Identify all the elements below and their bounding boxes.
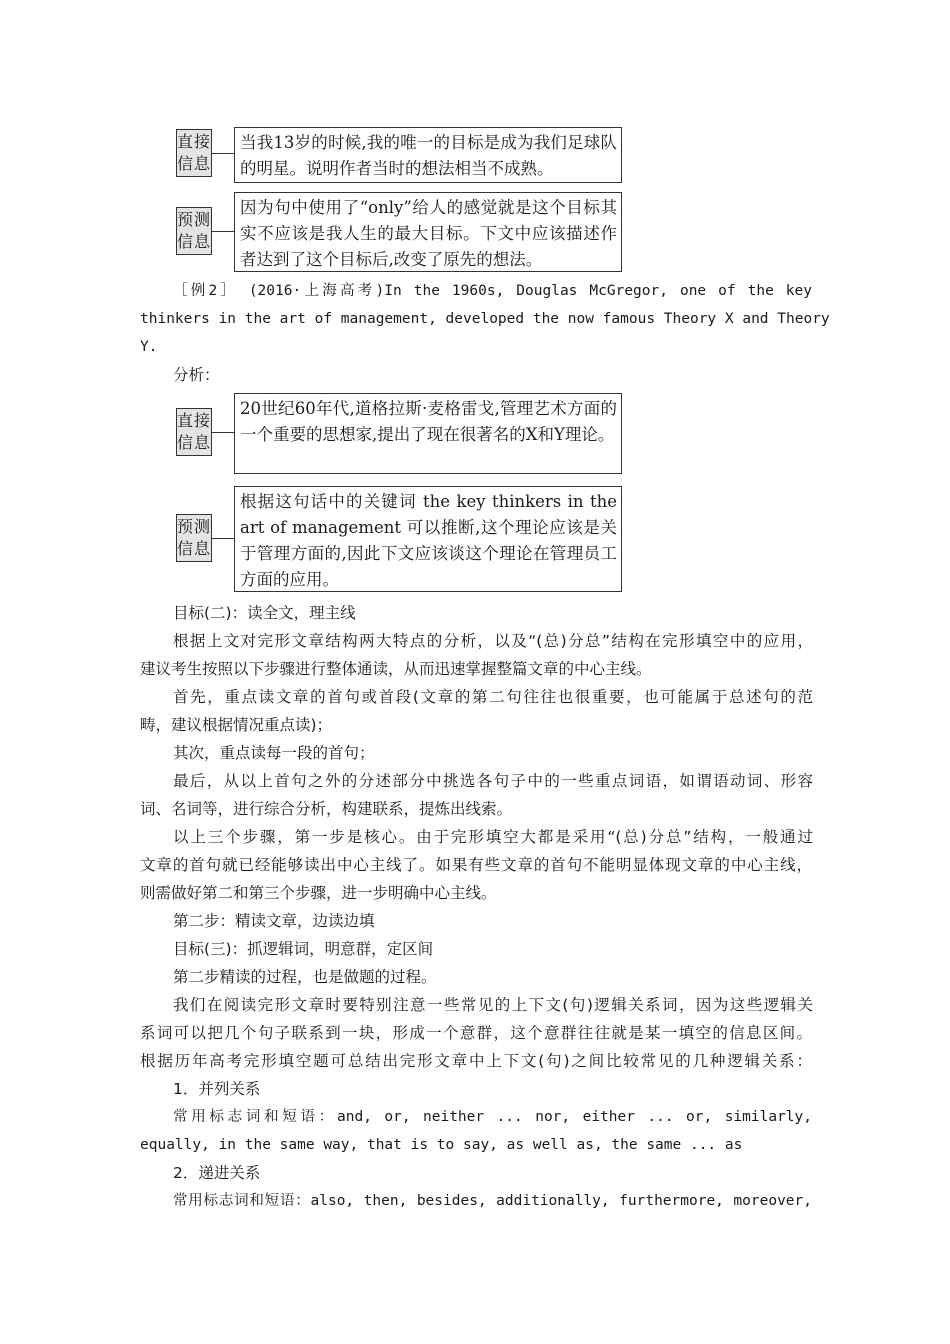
section-heading: 目标(三)：抓逻辑词，明意群，定区间 (173, 940, 434, 958)
paragraph-line: 系词可以把几个句子联系到一块，形成一个意群，这个意群往往就是某一填空的信息区间。 (140, 1024, 812, 1042)
tag-line: 信息 (177, 433, 212, 452)
section-heading: 目标(二)：读全文，理主线 (173, 604, 356, 622)
predict-info-tag (176, 514, 212, 562)
paragraph-line: 根据历年高考完形填空题可总结出完形文章中上下文(句)之间比较常见的几种逻辑关系： (140, 1052, 812, 1070)
tag-line: 预测 (177, 210, 212, 229)
direct-info-text: 20世纪60年代,道格拉斯·麦格雷戈,管理艺术方面的一个重要的思想家,提出了现在很著名的X和Y理论。 (240, 399, 617, 444)
paragraph-line: 我们在阅读完形文章时要特别注意一些常见的上下文(句)逻辑关系词，因为这些逻辑关 (173, 996, 813, 1014)
direct-info-tag (176, 408, 212, 456)
tag-line: 信息 (177, 232, 212, 251)
tag-line: 信息 (177, 154, 212, 173)
paragraph-line: 最后，从以上首句之外的分述部分中挑选各句子中的一些重点词语，如谓语动词、形容 (173, 772, 813, 790)
paragraph-line: 则需做好第二和第三个步骤，进一步明确中心主线。 (140, 884, 497, 902)
direct-info-box (234, 127, 622, 183)
connector-line (212, 538, 234, 539)
keyword-line: 常用标志词和短语：and, or, neither ... nor, either ... or, similarly, (173, 1109, 812, 1125)
keyword-line: equally, in the same way, that is to say, as well as, the same ... as (140, 1137, 743, 1153)
connector-line (212, 153, 234, 154)
example-line: thinkers in the art of management, developed the now famous Theory X and Theory (140, 311, 830, 327)
predict-info-tag (176, 207, 212, 255)
predict-info-text: 因为句中使用了“only”给人的感觉就是这个目标其实不应该是我人生的最大目标。下文中应该描述作者达到了这个目标后,改变了原先的想法。 (240, 198, 617, 269)
paragraph-line: 以上三个步骤，第一步是核心。由于完形填空大都是采用“(总)分总”结构，一般通过 (173, 828, 813, 846)
connector-line (212, 231, 234, 232)
paragraph-line: 首先，重点读文章的首句或首段(文章的第二句往往也很重要，也可能属于总述句的范 (173, 688, 813, 706)
tag-line: 信息 (177, 539, 212, 558)
analysis-label: 分析： (173, 366, 220, 384)
paragraph-line: 畴，建议根据情况重点读)； (140, 716, 333, 734)
tag-line: 直接 (177, 132, 212, 151)
section-heading: 第二步：精读文章，边读边填 (173, 912, 375, 930)
list-heading: 1．并列关系 (173, 1080, 261, 1098)
paragraph-line: 词、名词等，进行综合分析，构建联系，提炼出线索。 (140, 800, 513, 818)
predict-info-box (234, 192, 622, 272)
connector-line (212, 432, 234, 433)
predict-info-text: 根据这句话中的关键词 the key thinkers in the art of management 可以推断,这个理论应该是关于管理方面的,因此下文应该谈这个理论在管理员工方面的应用。 (240, 492, 617, 589)
direct-info-box (234, 393, 622, 474)
tag-line: 预测 (177, 517, 212, 536)
direct-info-tag (176, 129, 212, 177)
example-line: Y. (140, 339, 158, 355)
direct-info-text: 当我13岁的时候,我的唯一的目标是成为我们足球队的明星。说明作者当时的想法相当不成熟。 (240, 133, 617, 178)
predict-info-box (234, 486, 622, 592)
paragraph-line: 文章的首句就已经能够读出中心主线了。如果有些文章的首句不能明显体现文章的中心主线， (140, 856, 812, 874)
paragraph-line: 其次，重点读每一段的首句； (173, 744, 375, 762)
keyword-line: 常用标志词和短语：also, then, besides, additionally, furthermore, moreover, (173, 1193, 812, 1209)
paragraph-line: 第二步精读的过程，也是做题的过程。 (173, 968, 437, 986)
example-line: ［例2］ (2016·上海高考)In the 1960s, Douglas McGregor, one of the key (173, 283, 812, 299)
list-heading: 2．递进关系 (173, 1164, 261, 1182)
paragraph-line: 建议考生按照以下步骤进行整体通读，从而迅速掌握整篇文章的中心主线。 (140, 660, 652, 678)
tag-line: 直接 (177, 411, 212, 430)
paragraph-line: 根据上文对完形文章结构两大特点的分析，以及“(总)分总”结构在完形填空中的应用， (173, 632, 813, 650)
